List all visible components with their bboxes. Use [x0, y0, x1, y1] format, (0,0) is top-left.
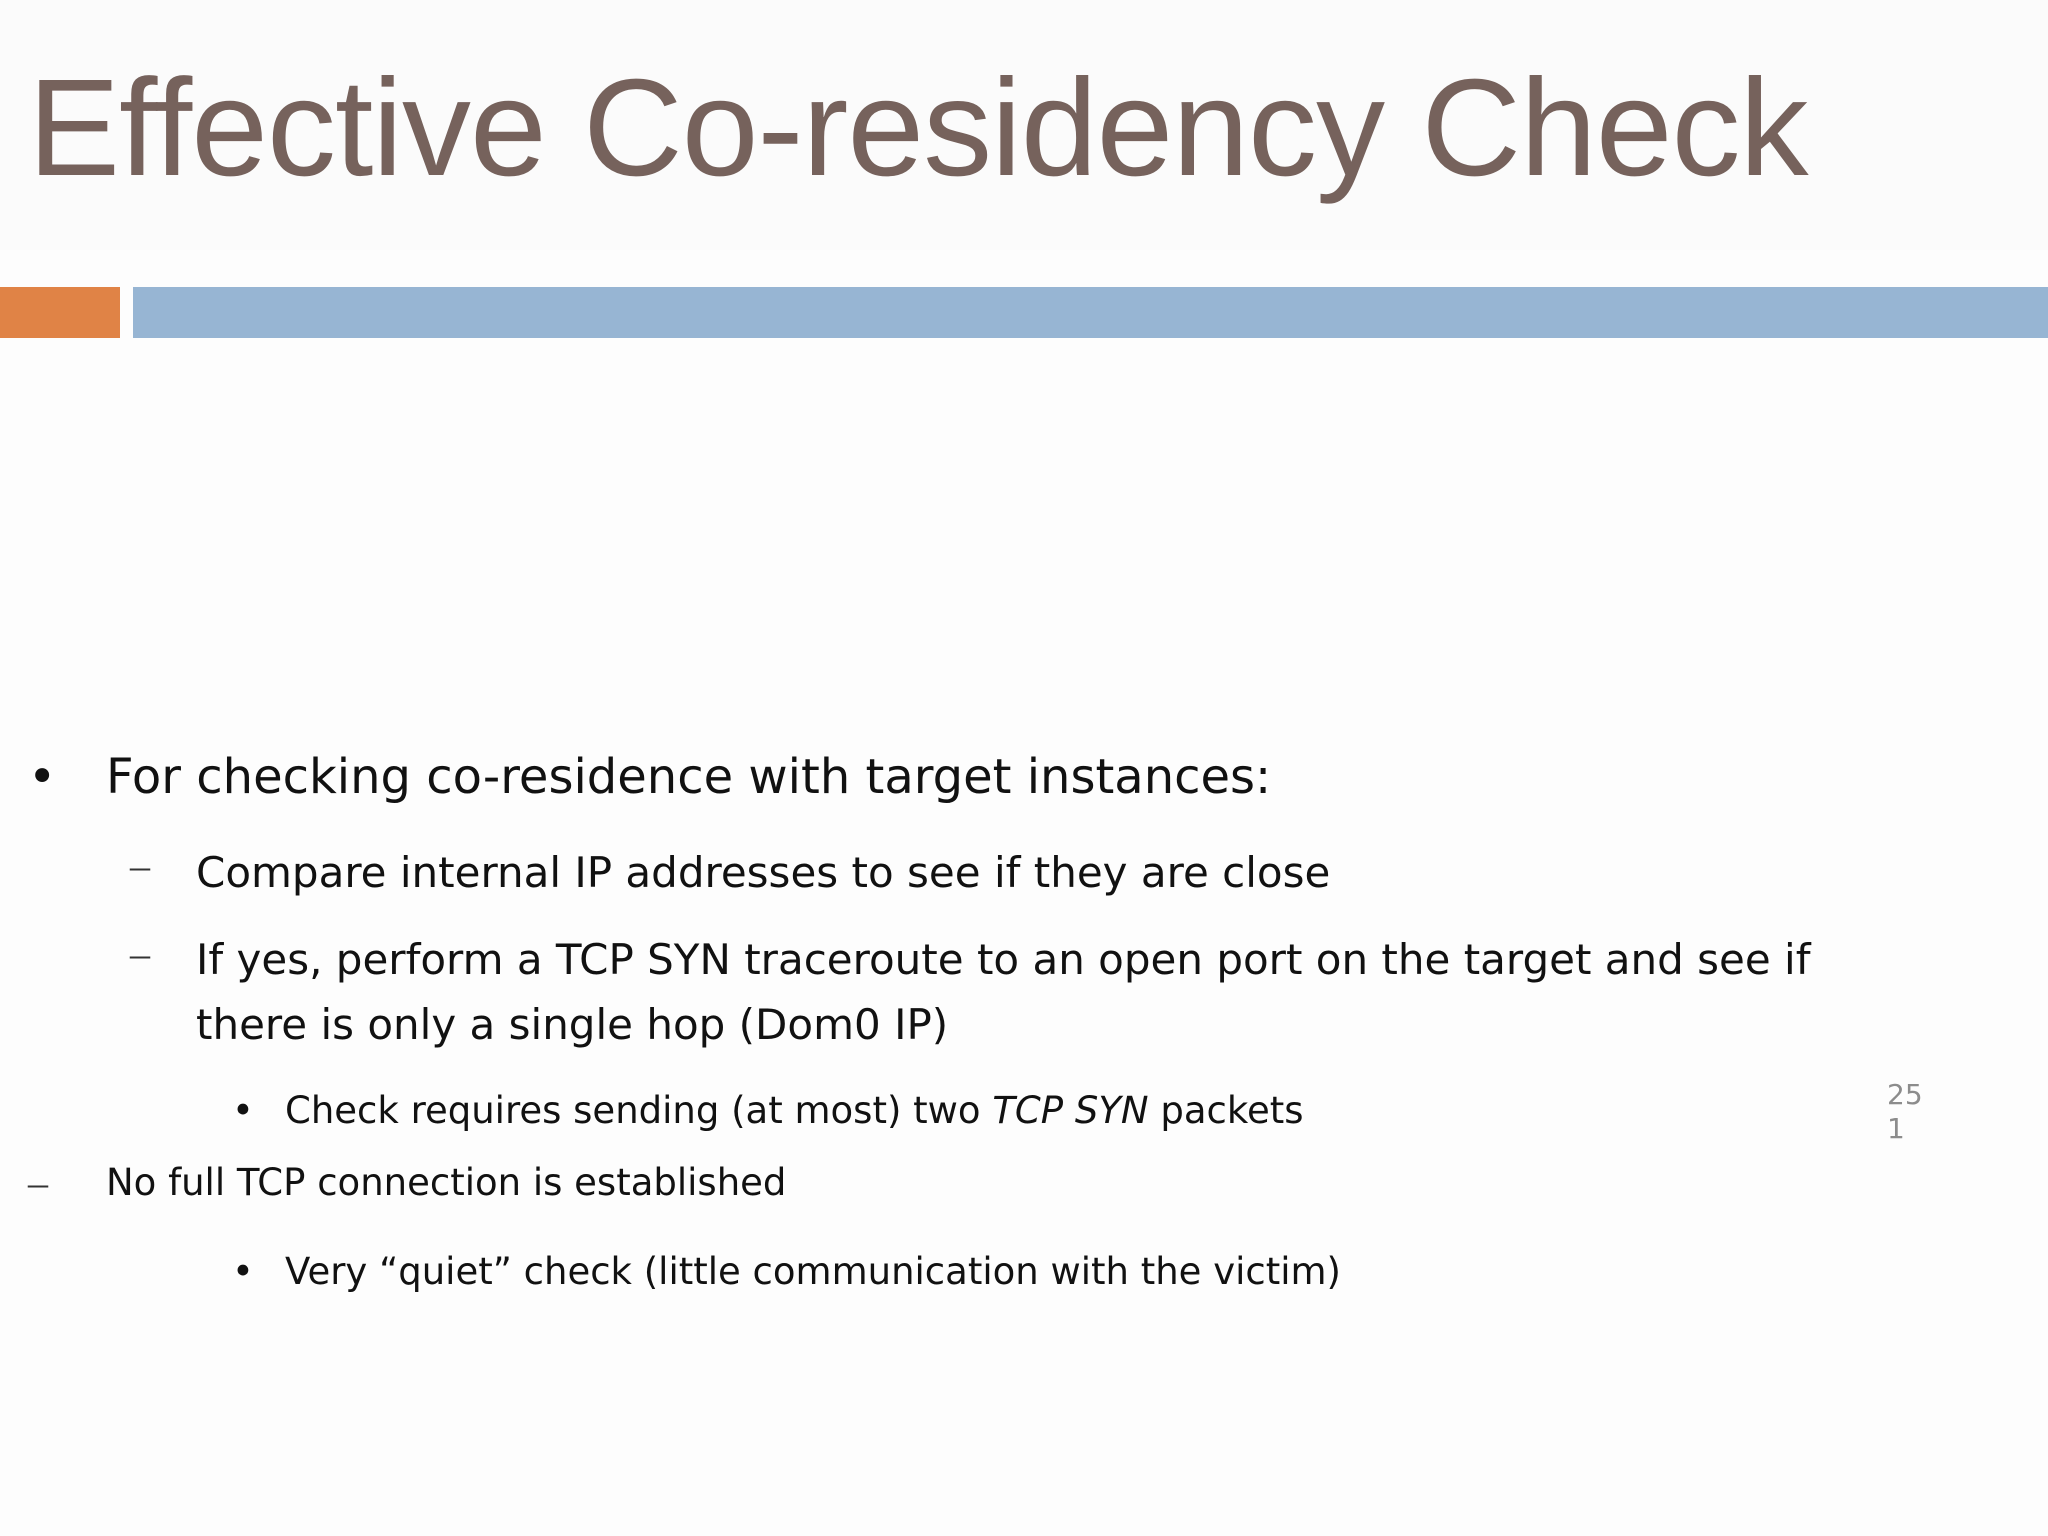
bullet-marker: •	[232, 1089, 254, 1132]
bullet-marker: •	[28, 749, 57, 805]
sub-item-text-line1: If yes, perform a TCP SYN traceroute to an open port on the target and see if	[196, 935, 1811, 984]
subsub-text-post: packets	[1148, 1089, 1304, 1132]
sub-item-text-line2: there is only a single hop (Dom0 IP)	[196, 1000, 949, 1049]
bullet-marker: •	[232, 1250, 254, 1293]
bullet-text: For checking co-residence with target instances:	[106, 749, 1272, 805]
subsub-item-text	[285, 1086, 1304, 1136]
dash-item-text: No full TCP connection is established	[106, 1161, 787, 1204]
dash-marker: –	[130, 843, 150, 888]
subsub-item-text: Very “quiet” check (little communication with the victim)	[285, 1250, 1341, 1293]
dash-marker: –	[28, 1160, 48, 1205]
dash-marker: –	[130, 931, 150, 976]
accent-bar-orange	[0, 287, 120, 338]
subsub-text-pre: Check requires sending (at most) two	[285, 1089, 993, 1132]
slide-title: Effective Co-residency Check	[28, 51, 1808, 205]
subsub-text-emphasis: TCP SYN	[992, 1089, 1149, 1132]
page-number: 25​1	[1887, 1078, 1923, 1145]
sub-item-text: Compare internal IP addresses to see if they are close	[196, 848, 1331, 897]
accent-bar-blue	[133, 287, 2048, 338]
